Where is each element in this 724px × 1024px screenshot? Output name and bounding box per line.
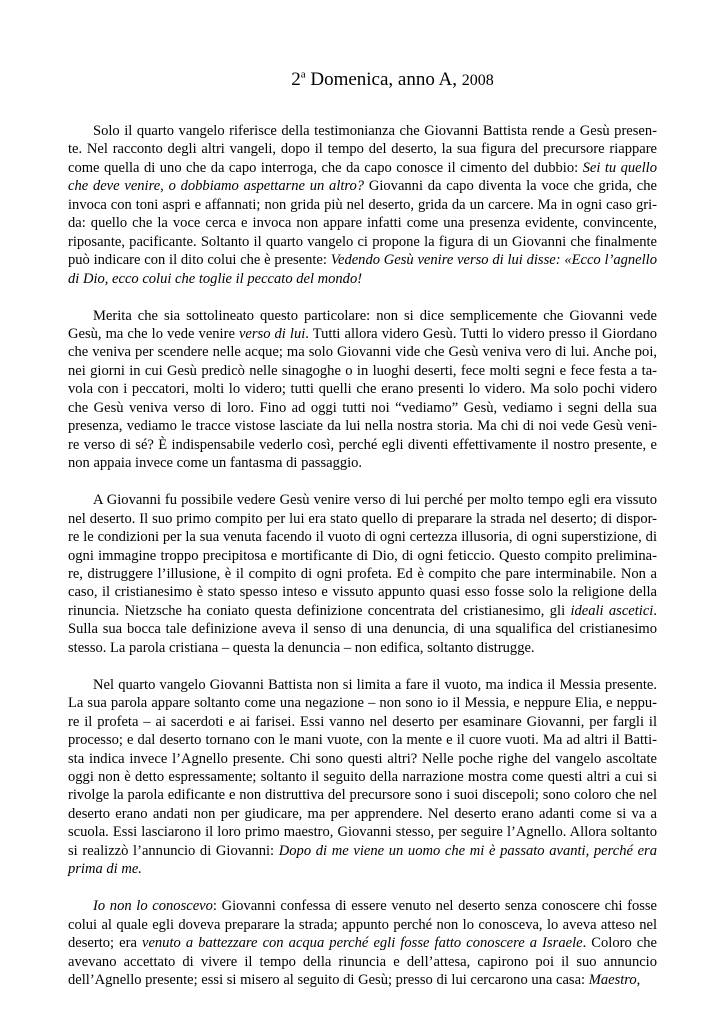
italic-text-run: Dopo di me viene un uomo che mi è passato avanti, perché era prima di me. bbox=[68, 842, 657, 878]
italic-text-run: Io non lo conoscevo bbox=[93, 898, 213, 915]
title-ordinal: 2 bbox=[291, 69, 301, 90]
title-main: Domenica, anno A, bbox=[305, 69, 462, 90]
title-superscript: a bbox=[300, 68, 306, 81]
text-run: Giovanni da capo diventa la voce che grida, che invoca con toni aspri e affannati; non grida più nel deserto, grida da un carcere. Ma in ogni caso gri-da: quello che la voce cerca e invoca non appare infatti come una presenza evidente, convincente, riposante, pacificante. Soltanto il quarto vangelo ci propone la figura di un Giovanni che finalmente può indicare con il dito colui che è presente: bbox=[68, 178, 657, 269]
text-run: . Tutti allora videro Gesù. Tutti lo videro presso il Giordano che veniva per scendere nelle acque; ma solo Giovanni vide che Gesù veniva vero di lui. Anche poi, nei giorni in cui Gesù predicò nelle sinagoghe o in luoghi deserti, fece molti segni e fece festa a ta-vola con i peccatori, molti lo videro; tutti quelli che erano presenti lo videro. Ma solo pochi videro che Gesù veniva verso di loro. Fino ad oggi tutti noi “vediamo” Gesù, vediamo i segni della sua presenza, vediamo le tracce vistose lasciate da lui nella nostra storia. Ma chi di noi vede Gesù veni-re verso di sé? È indispensabile vederlo così, perché egli diventi effettivamente il nostro presente, e non appaia invece come un fantasma di passaggio. bbox=[68, 326, 657, 472]
italic-text-run: Sei tu quello che deve venire, o dobbiamo aspettarne un altro? bbox=[68, 159, 657, 195]
document-title bbox=[68, 68, 657, 93]
text-run: . Coloro che avevano accettato di vivere il tempo della rinuncia e dell’attesa, capirono poi il suo annuncio dell’Agnello presente; essi si misero al seguito di Gesù; presso di lui cercarono una casa: bbox=[68, 935, 657, 989]
italic-text-run: venuto a battezzare con acqua perché egli fosse fatto conoscere a Israele bbox=[142, 935, 583, 952]
paragraph-3 bbox=[68, 491, 657, 657]
paragraph-2 bbox=[68, 307, 657, 473]
title-year: 2008 bbox=[461, 72, 494, 89]
text-run: Solo il quarto vangelo riferisce della testimonianza che Giovanni Battista rende a Gesù presen-te. Nel racconto degli altri vangeli, dopo il tempo del deserto, la sua figura del precursore riappare come quella di uno che da capo interroga, che da capo conosce il cimento del dubbio: bbox=[68, 123, 657, 176]
text-run: : Giovanni confessa di essere venuto nel deserto senza conoscere chi fosse colui al quale egli doveva preparare la strada; appunto perché non lo conosceva, lo aveva atteso nel deserto; era bbox=[68, 898, 657, 952]
text-run: Nel quarto vangelo Giovanni Battista non si limita a fare il vuoto, ma indica il Messia presente. La sua parola appare soltanto come una negazione – non sono io il Messia, e neppure Elia, e neppu-re il profeta – ai sacerdoti e ai farisei. Essi vanno nel deserto per esaminare Giovanni, per fargli il processo; e dal deserto tornano con le mani vuote, con la mente e il cuore vuoti. Ma ad altri il Batti-sta indica invece l’Agnello presente. Chi sono questi altri? Nelle poche righe del vangelo ascoltate oggi non è detto espressamente; soltanto il seguito della narrazione mostra come questi altri a cui si rivolge la parola edificante e non distruttiva del precursore sono i suoi discepoli; sono coloro che nel deserto erano andati non per giudicare, ma per apprendere. Nel deserto erano adanti come si va a scuola. Essi lasciarono il loro primo maestro, Giovanni stesso, per seguire l’Agnello. Allora soltanto si realizzò l’annuncio di Giovanni: bbox=[68, 676, 657, 859]
italic-text-run: verso di lui bbox=[238, 326, 306, 343]
paragraph-4 bbox=[68, 676, 657, 879]
paragraph-5 bbox=[68, 897, 657, 989]
italic-text-run: ideali ascetici bbox=[570, 602, 654, 619]
text-run: Merita che sia sottolineato questo particolare: non si dice semplicemente che Giovanni vede Gesù, ma che lo vede venire bbox=[68, 307, 657, 343]
italic-text-run: Maestro, bbox=[588, 972, 641, 989]
document-body bbox=[68, 122, 657, 989]
text-run: . Sulla sua bocca tale definizione aveva il senso di una denuncia, di una squalifica del cristianesimo stesso. La parola cristiana – questa la denuncia – non edifica, soltanto distrugge. bbox=[68, 602, 657, 656]
italic-text-run: Vedendo Gesù venire verso di lui disse: «Ecco l’agnello di Dio, ecco colui che toglie il peccato del mondo! bbox=[68, 252, 657, 287]
paragraph-1 bbox=[68, 122, 657, 288]
text-run: A Giovanni fu possibile vedere Gesù venire verso di lui perché per molto tempo egli era vissuto nel deserto. Il suo primo compito per lui era stato quello di preparare la strada nel deserto; di dispor-re le condizioni per la sua venuta facendo il vuoto di ogni certezza illusoria, di ogni superstizione, di ogni immagine troppo precipitosa e mortificante di Dio, di ogni feticcio. Questo compito prelimina-re, distruggere l’illusione, è il compito di ogni profeta. Ed è compito che pare interminabile. Non a caso, il cristianesimo è stato spesso inteso e vissuto appunto quasi esso fosse solo la religione della rinuncia. Nietzsche ha coniato questa definizione concentrata del cristianesimo, gli bbox=[68, 492, 657, 619]
